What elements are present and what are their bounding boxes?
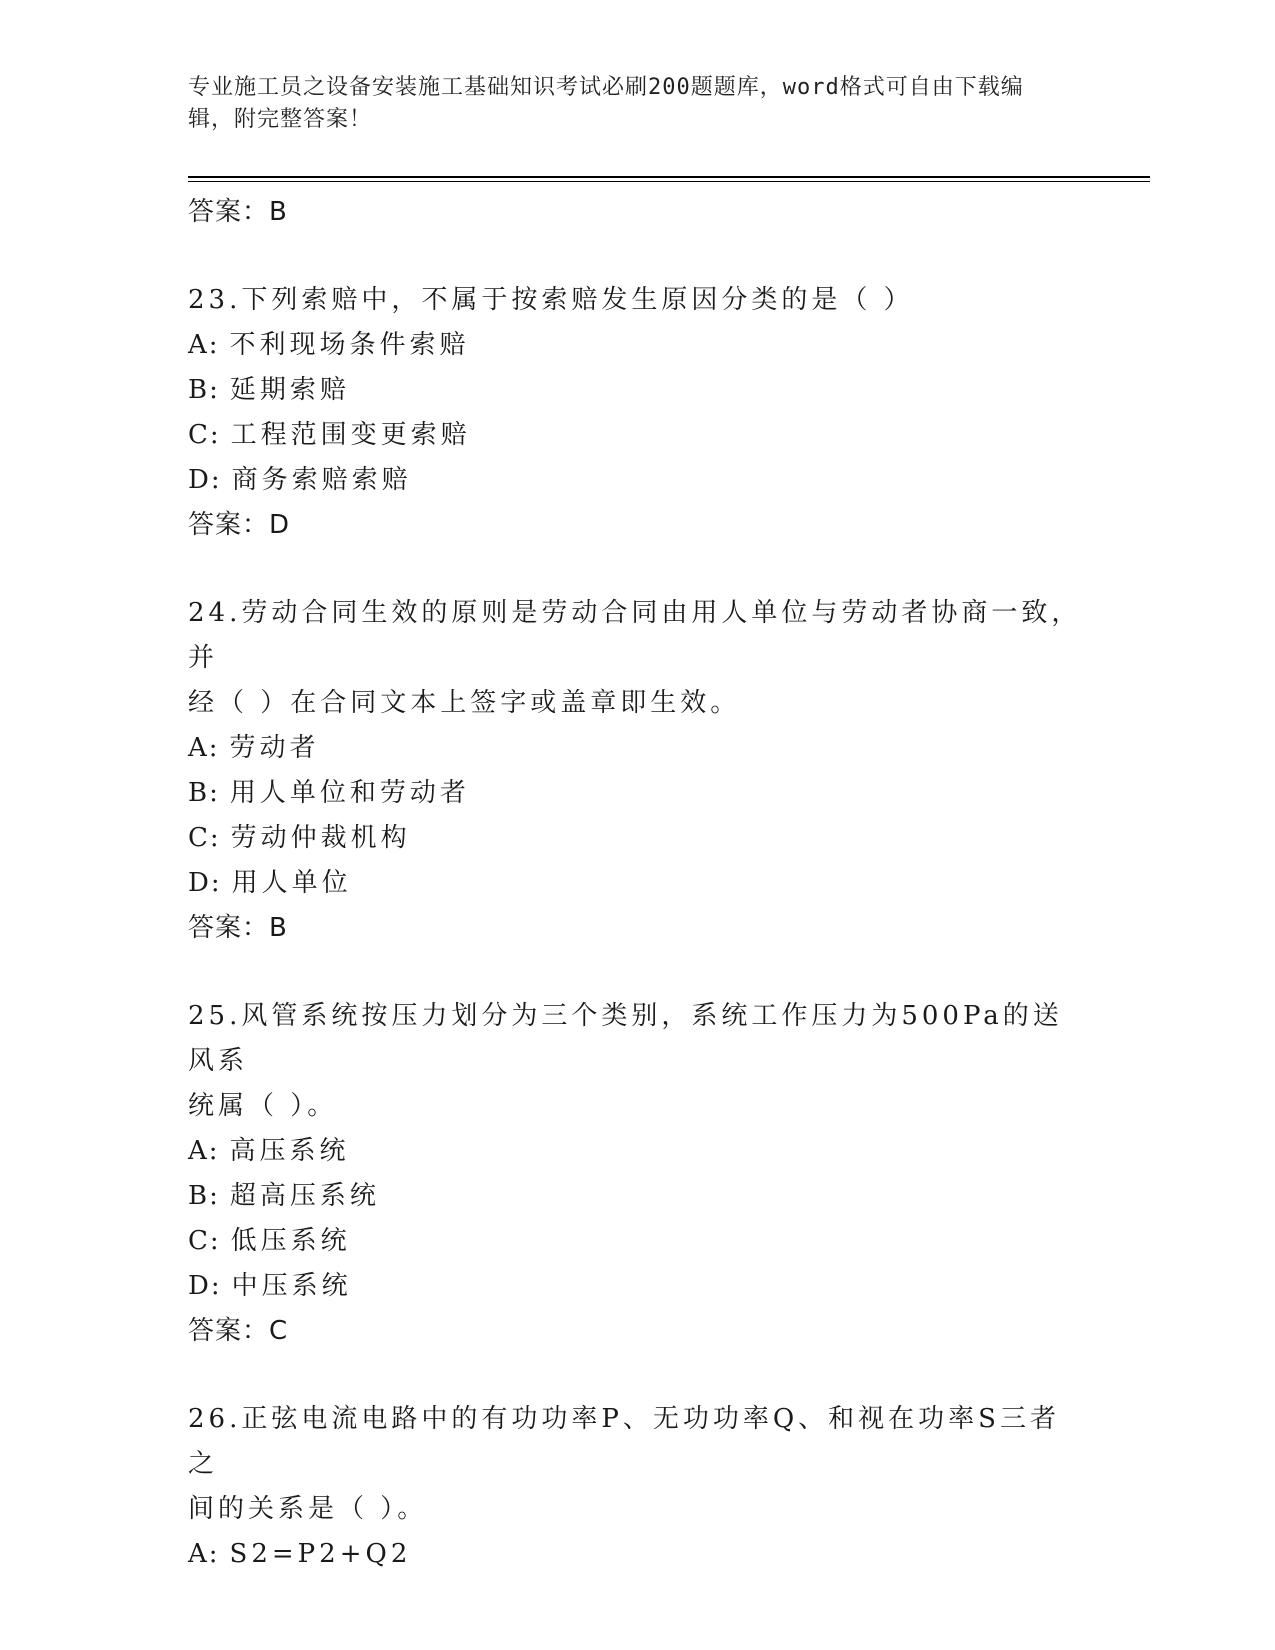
option-text: 用人单位	[231, 868, 352, 898]
option-text: 商务索赔索赔	[231, 465, 412, 495]
option-label: A:	[188, 1539, 220, 1569]
option-d	[188, 458, 1088, 503]
option-text: 低压系统	[230, 1226, 351, 1256]
option-label: D:	[188, 465, 222, 495]
question-text-line-1: 26.正弦电流电路中的有功功率P、无功功率Q、和视在功率S三者之	[188, 1404, 1060, 1479]
option-c	[188, 413, 1088, 458]
option-label: C:	[188, 420, 221, 450]
question-24	[188, 591, 1088, 950]
option-label: A:	[188, 1136, 220, 1166]
question-25	[188, 994, 1088, 1353]
option-d	[188, 1264, 1088, 1309]
question-text-line-2: 经（ ）在合同文本上签字或盖章即生效。	[188, 688, 741, 718]
option-c	[188, 1219, 1088, 1264]
option-label: A:	[188, 733, 220, 763]
option-label: C:	[188, 823, 221, 853]
option-b	[188, 368, 1088, 413]
question-26	[188, 1397, 1088, 1577]
option-b	[188, 771, 1088, 816]
option-text: 高压系统	[229, 1136, 350, 1166]
answer-text: 答案：D	[188, 510, 291, 540]
answer-text: 答案：C	[188, 1316, 289, 1346]
option-text: 不利现场条件索赔	[229, 330, 470, 360]
option-text: 工程范围变更索赔	[230, 420, 471, 450]
option-a	[188, 726, 1088, 771]
answer-text: 答案：B	[188, 913, 288, 943]
header-divider-thin	[188, 181, 1150, 182]
option-a	[188, 323, 1088, 368]
option-label: D:	[188, 868, 222, 898]
question-text: 23.下列索赔中，不属于按索赔发生原因分类的是（ ）	[188, 285, 914, 315]
page-header: 专业施工员之设备安装施工基础知识考试必刷200题题库，word格式可自由下载编辑，附完整答案！	[188, 75, 1024, 132]
question-23	[188, 278, 1088, 547]
option-text: 中压系统	[231, 1271, 352, 1301]
option-label: B:	[188, 375, 220, 405]
option-a	[188, 1532, 1088, 1577]
question-text-line-1: 25.风管系统按压力划分为三个类别，系统工作压力为500Pa的送风系	[188, 1001, 1063, 1076]
option-label: B:	[188, 1181, 220, 1211]
option-text: 超高压系统	[229, 1181, 380, 1211]
option-text: 延期索赔	[229, 375, 350, 405]
option-label: A:	[188, 330, 220, 360]
option-text: 劳动仲裁机构	[230, 823, 411, 853]
previous-answer: 答案：B	[188, 197, 288, 227]
option-text: S2=P2+Q2	[229, 1539, 412, 1569]
option-text: 用人单位和劳动者	[229, 778, 470, 808]
option-c	[188, 816, 1088, 861]
option-label: B:	[188, 778, 220, 808]
question-list	[188, 190, 1088, 1577]
question-text-line-2: 统属（ ）。	[188, 1091, 338, 1121]
header-divider-thick	[188, 176, 1150, 178]
question-text-line-1: 24.劳动合同生效的原则是劳动合同由用人单位与劳动者协商一致，并	[188, 598, 1082, 673]
option-label: D:	[188, 1271, 222, 1301]
option-label: C:	[188, 1226, 221, 1256]
option-b	[188, 1174, 1088, 1219]
option-a	[188, 1129, 1088, 1174]
question-text-line-2: 间的关系是（ ）。	[188, 1494, 428, 1524]
option-d	[188, 861, 1088, 906]
option-text: 劳动者	[229, 733, 320, 763]
